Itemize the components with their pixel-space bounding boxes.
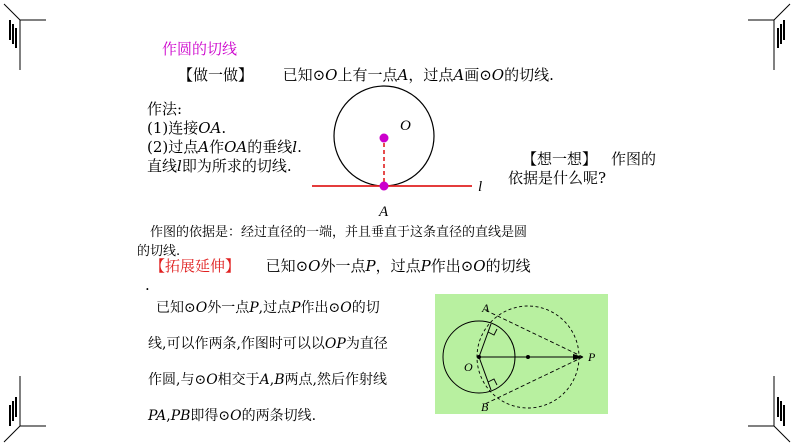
label-a: A bbox=[379, 204, 389, 220]
extend-line: 【拓展延伸】 已知⊙O外一点P，过点P作出⊙O的切线 bbox=[150, 257, 531, 275]
label-o: O bbox=[400, 118, 411, 134]
task-tag: 【做一做】 bbox=[178, 66, 254, 84]
task-text: 画⊙ bbox=[464, 66, 492, 84]
think-tag: 【想一想】 bbox=[522, 150, 598, 168]
extend-tag: 【拓展延伸】 bbox=[150, 257, 241, 275]
point-o bbox=[477, 355, 481, 359]
task-var: O bbox=[325, 66, 338, 84]
task-line bbox=[178, 66, 554, 84]
label-a: A bbox=[482, 301, 490, 315]
think-line-2: 依据是什么呢? bbox=[508, 169, 607, 187]
task-text: 已知⊙ bbox=[282, 66, 326, 84]
think-block bbox=[508, 150, 657, 188]
point-mid bbox=[526, 355, 530, 359]
extend-dot: . bbox=[145, 276, 150, 294]
task-text: ，过点 bbox=[408, 66, 454, 84]
tangent-point-a bbox=[380, 182, 389, 191]
section-title: 作圆的切线 bbox=[162, 40, 238, 58]
figure-background bbox=[435, 294, 608, 414]
explain-line-3: 作圆,与⊙O相交于A,B两点,然后作射线 bbox=[148, 372, 387, 388]
task-var: A bbox=[453, 66, 465, 84]
explain-line-1: 已知⊙O外一点P,过点P作出⊙O的切 bbox=[156, 300, 380, 316]
label-l: l bbox=[478, 179, 483, 195]
method-block bbox=[147, 100, 302, 176]
method-step-1: (1)连接OA. bbox=[147, 119, 227, 137]
explain-line-2: 线,可以作两条,作图时可以以OP为直径 bbox=[148, 336, 388, 352]
task-text: 的切线. bbox=[504, 66, 554, 84]
task-text: 上有一点 bbox=[337, 66, 398, 84]
basis-line-1: 作图的依据是：经过直径的一端，并且垂直于这条直径的直线是圆 bbox=[150, 225, 528, 240]
label-b: B bbox=[481, 400, 489, 414]
tangent-figure bbox=[300, 84, 500, 224]
explain-paragraph bbox=[148, 290, 436, 434]
method-heading: 作法: bbox=[147, 100, 183, 118]
label-p: P bbox=[588, 350, 596, 364]
center-point-o bbox=[380, 134, 389, 143]
basis-line-2: 的切线. bbox=[137, 244, 181, 259]
label-o: O bbox=[464, 360, 473, 374]
explain-line-4: PA,PB即得⊙O的两条切线. bbox=[148, 408, 317, 424]
method-step-3: 直线l即为所求的切线. bbox=[147, 157, 292, 175]
external-tangent-figure bbox=[435, 294, 608, 414]
think-line-1: 作图的 bbox=[611, 150, 657, 168]
basis-text bbox=[137, 223, 528, 261]
task-var: O bbox=[491, 66, 505, 84]
task-var: A bbox=[397, 66, 409, 84]
method-step-2: (2)过点A作OA的垂线l. bbox=[147, 138, 302, 156]
